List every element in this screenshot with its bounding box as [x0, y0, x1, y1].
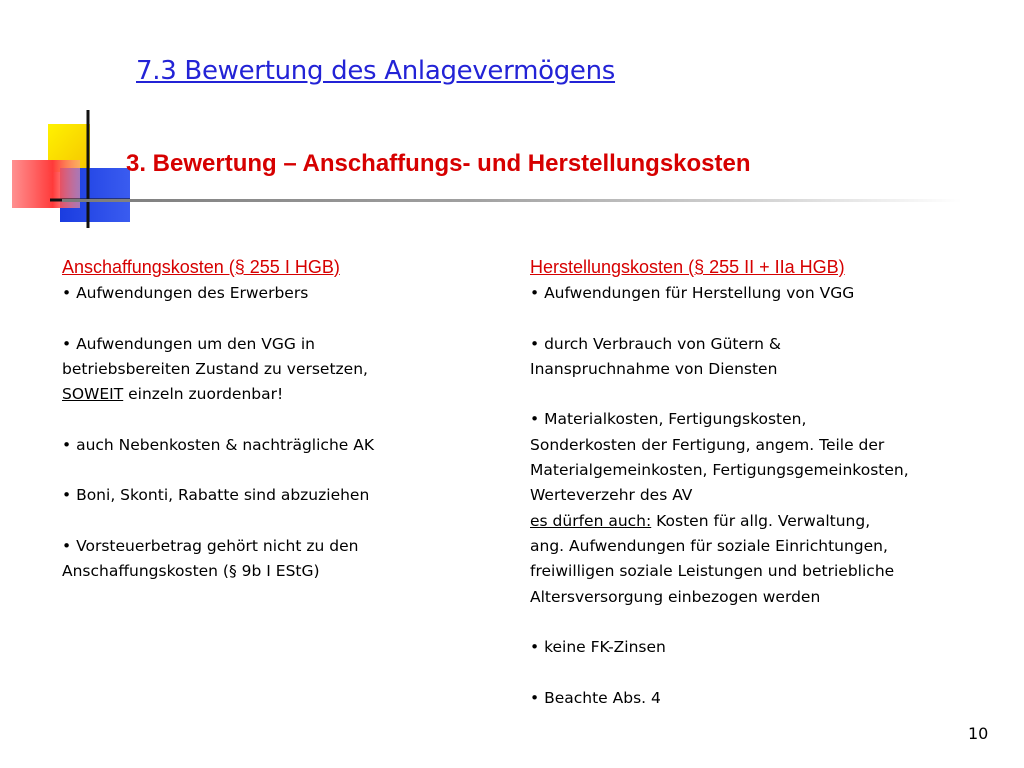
right-line: • Aufwendungen für Herstellung von VGG: [530, 284, 855, 302]
es-duerfen-auch-underlined: es dürfen auch:: [530, 511, 652, 530]
left-line: [62, 382, 482, 407]
left-line: • auch Nebenkosten & nachträgliche AK: [62, 435, 374, 454]
right-line: Materialgemeinkosten, Fertigungsgemeinkosten,: [530, 461, 909, 480]
right-line: ang. Aufwendungen für soziale Einrichtungen,: [530, 536, 888, 555]
right-line: freiwilligen soziale Leistungen und betriebliche: [530, 562, 895, 581]
left-line: • Aufwendungen um den VGG in: [62, 334, 315, 353]
right-line: Altersversorgung einbezogen werden: [530, 587, 821, 606]
left-line: Anschaffungskosten (§ 9b I EStG): [62, 562, 320, 581]
right-line-rest: Kosten für allg. Verwaltung,: [651, 511, 871, 530]
right-line: • keine FK-Zinsen: [530, 638, 666, 657]
right-line: [530, 509, 990, 534]
right-line: • Beachte Abs. 4: [530, 688, 661, 707]
acquisition-costs-column: [62, 254, 482, 585]
decorative-squares-graphic: [0, 0, 170, 240]
left-line: • Aufwendungen des Erwerbers: [62, 284, 309, 302]
left-line-rest: einzeln zuordenbar!: [123, 385, 284, 404]
right-line: • durch Verbrauch von Gütern &: [530, 334, 781, 353]
soweit-underlined: SOWEIT: [62, 385, 124, 404]
left-line: • Boni, Skonti, Rabatte sind abzuziehen: [62, 486, 370, 505]
acquisition-costs-heading: Anschaffungskosten (§ 255 I HGB): [62, 257, 340, 277]
slide-title-link[interactable]: 7.3 Bewertung des Anlagevermögens: [136, 56, 616, 86]
slide-subtitle: 3. Bewertung – Anschaffungs- und Herstellungskosten: [126, 150, 751, 177]
right-line: Inanspruchnahme von Diensten: [530, 359, 778, 378]
right-line: Werteverzehr des AV: [530, 486, 693, 505]
left-line: betriebsbereiten Zustand zu versetzen,: [62, 359, 368, 378]
page-number: 10: [968, 724, 989, 743]
left-line: • Vorsteuerbetrag gehört nicht zu den: [62, 536, 359, 555]
title-divider: [62, 199, 962, 202]
production-costs-heading: Herstellungskosten (§ 255 II + IIa HGB): [530, 257, 845, 277]
right-line: • Materialkosten, Fertigungskosten,: [530, 410, 807, 429]
production-costs-column: [530, 254, 990, 711]
right-line: Sonderkosten der Fertigung, angem. Teile der: [530, 435, 885, 454]
